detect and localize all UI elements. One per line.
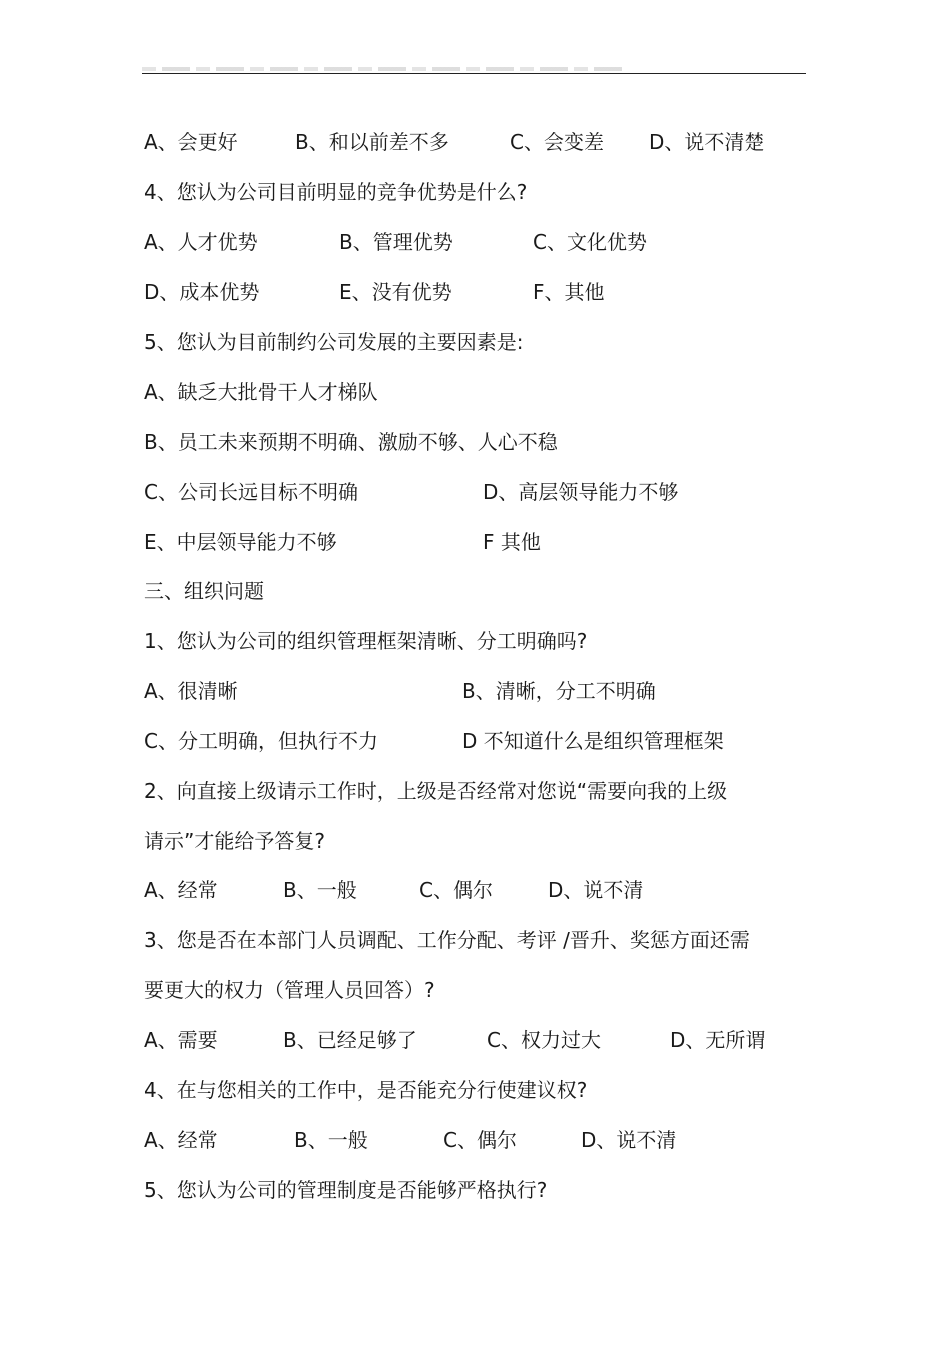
section-heading: 三、组织问题	[144, 579, 264, 603]
answer-option: F 其他	[483, 530, 541, 554]
header-rule	[142, 73, 806, 74]
question-text: 要更大的权力（管理人员回答）?	[144, 978, 435, 1002]
answer-option: A、经常	[144, 878, 218, 902]
answer-option: F、其他	[533, 280, 605, 304]
answer-option: C、文化优势	[533, 230, 647, 254]
question-text: 5、您认为目前制约公司发展的主要因素是:	[144, 330, 524, 354]
answer-option: D、高层领导能力不够	[483, 480, 679, 504]
answer-option: B、一般	[294, 1128, 368, 1152]
question-text: 4、在与您相关的工作中，是否能充分行使建议权?	[144, 1078, 588, 1102]
header-decoration	[142, 67, 622, 71]
answer-option: B、管理优势	[339, 230, 453, 254]
answer-option: D 不知道什么是组织管理框架	[462, 729, 724, 753]
answer-option: A、会更好	[144, 130, 238, 154]
answer-option: C、权力过大	[487, 1028, 601, 1052]
answer-option: C、公司长远目标不明确	[144, 480, 358, 504]
question-text: 4、您认为公司目前明显的竞争优势是什么?	[144, 180, 528, 204]
answer-option: C、偶尔	[443, 1128, 517, 1152]
answer-option: B、一般	[283, 878, 357, 902]
question-text: 5、您认为公司的管理制度是否能够严格执行?	[144, 1178, 548, 1202]
answer-option: B、和以前差不多	[295, 130, 449, 154]
answer-option: C、分工明确，但执行不力	[144, 729, 378, 753]
answer-option: B、员工未来预期不明确、激励不够、人心不稳	[144, 430, 558, 454]
answer-option: D、成本优势	[144, 280, 260, 304]
answer-option: B、清晰，分工不明确	[462, 679, 656, 703]
question-text: 请示”才能给予答复?	[144, 829, 325, 853]
answer-option: A、人才优势	[144, 230, 258, 254]
answer-option: A、需要	[144, 1028, 218, 1052]
answer-option: D、说不清楚	[649, 130, 765, 154]
answer-option: D、无所谓	[670, 1028, 766, 1052]
answer-option: A、缺乏大批骨干人才梯队	[144, 380, 378, 404]
answer-option: C、偶尔	[419, 878, 493, 902]
question-text: 2、向直接上级请示工作时，上级是否经常对您说“需要向我的上级	[144, 779, 728, 803]
answer-option: A、很清晰	[144, 679, 238, 703]
question-text: 1、您认为公司的组织管理框架清晰、分工明确吗?	[144, 629, 588, 653]
answer-option: B、已经足够了	[283, 1028, 417, 1052]
answer-option: D、说不清	[581, 1128, 677, 1152]
question-text: 3、您是否在本部门人员调配、工作分配、考评 /晋升、奖惩方面还需	[144, 928, 750, 952]
answer-option: D、说不清	[548, 878, 644, 902]
answer-option: E、没有优势	[339, 280, 452, 304]
answer-option: A、经常	[144, 1128, 218, 1152]
answer-option: C、会变差	[510, 130, 604, 154]
answer-option: E、中层领导能力不够	[144, 530, 337, 554]
